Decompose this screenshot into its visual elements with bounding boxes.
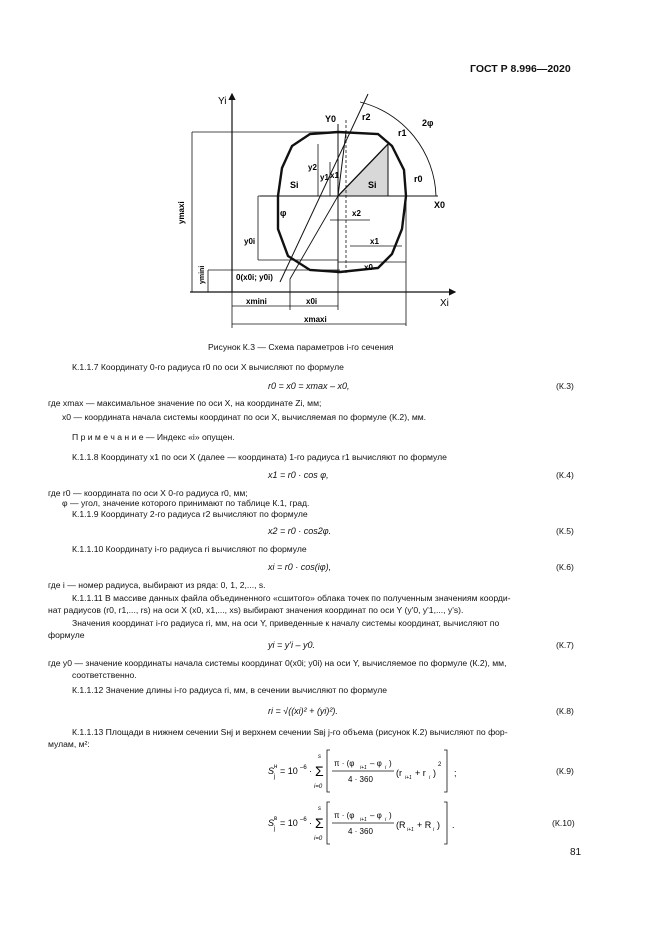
svg-text:π · (φ: π · (φ: [334, 759, 355, 768]
svg-text:i: i: [385, 817, 387, 823]
svg-text:i=0: i=0: [314, 836, 323, 842]
xaxis-label: Xi: [440, 298, 449, 309]
svg-text:i+1: i+1: [405, 775, 412, 781]
def-x0: x0 — координата начала системы координат по оси X, вычисляемая по формуле (К.2), мм.: [62, 412, 427, 422]
svg-text:i+1: i+1: [407, 827, 414, 833]
svg-text:·: ·: [309, 766, 312, 776]
two-phi-label: 2φ: [422, 118, 434, 128]
eq-k6: xi = r0 · cos(iφ),: [268, 562, 332, 572]
svg-text:– φ: – φ: [370, 759, 382, 768]
svg-text:4 · 360: 4 · 360: [348, 827, 373, 836]
svg-text:4 · 360: 4 · 360: [348, 775, 373, 784]
r0-label: r0: [414, 174, 423, 184]
para-k1111-line2: нат радиусов (r0, r1,..., rs) на оси X (x0, x1,..., xs) выбирают значения координат по оси Y (y'0, y'1,..., y's).: [48, 605, 464, 615]
xmax-label: xmaxi: [304, 315, 327, 324]
svg-text:;: ;: [454, 768, 457, 778]
svg-text:): ): [389, 759, 392, 768]
para-k119: К.1.1.9 Координату 2-го радиуса r2 вычисляют по формуле: [72, 509, 308, 519]
svg-text:i: i: [429, 775, 431, 781]
def-phi: φ — угол, значение которого принимают по таблице К.1, град.: [62, 498, 310, 508]
svg-text:): ): [437, 820, 440, 830]
para-k1110: К.1.1.10 Координату i-го радиуса ri вычисляют по формуле: [72, 544, 307, 554]
def-i: где i — номер радиуса, выбирают из ряда: 0, 1, 2,..., s.: [48, 580, 266, 590]
x1-inner-label: x1: [330, 171, 339, 180]
def-y0-line2: соответственно.: [72, 670, 137, 680]
r2-label: r2: [362, 112, 371, 122]
origin-label: 0(x0i; y0i): [236, 273, 273, 282]
svg-text:= 10: = 10: [280, 818, 298, 828]
svg-text:в: в: [274, 816, 278, 822]
x0-label: x0: [364, 263, 373, 272]
svg-text:+ r: + r: [415, 768, 426, 778]
document-id: ГОСТ Р 8.996—2020: [470, 63, 571, 75]
para-values-line2: формуле: [48, 630, 85, 640]
eq-k5-number: (К.5): [556, 526, 574, 536]
eq-k3-number: (К.3): [556, 381, 574, 391]
si-left-label: Si: [290, 180, 299, 190]
para-k118: К.1.1.8 Координату x1 по оси X (далее — координата) 1-го радиуса r1 вычисляют по формуле: [72, 452, 447, 462]
svg-text:н: н: [274, 764, 278, 770]
y0-axis-label: Y0: [325, 114, 337, 124]
svg-text:): ): [389, 811, 392, 820]
svg-text:·: ·: [309, 818, 312, 828]
svg-text:–6: –6: [300, 817, 307, 823]
svg-text:i: i: [385, 765, 387, 771]
y1-label: y1: [320, 173, 329, 182]
section-diagram: [170, 84, 460, 354]
note: П р и м е ч а н и е — Индекс «i» опущен.: [72, 432, 235, 442]
svg-text:i+1: i+1: [360, 817, 367, 823]
xi0-label: x0i: [306, 297, 318, 306]
eq-k3: r0 = x0 = xmax – x0,: [268, 381, 350, 391]
eq-k7-number: (К.7): [556, 640, 574, 650]
figure-caption: Рисунок К.3 — Схема параметров i-го сечения: [208, 342, 394, 352]
para-values-line1: Значения координат i-го радиуса ri, мм, на оси Y, приведенные к началу системы координат, вычисляют по: [72, 618, 500, 628]
yaxis-label: Yi: [218, 96, 227, 107]
svg-text:i=0: i=0: [314, 784, 323, 790]
eq-k9-number: (К.9): [556, 766, 574, 776]
svg-text:S: S: [268, 766, 275, 776]
svg-text:S: S: [268, 818, 275, 828]
svg-text:j: j: [274, 774, 276, 780]
eq-k5: x2 = r0 · cos2φ.: [268, 526, 332, 536]
para-k1111-line1: К.1.1.11 В массиве данных файла объединенного «сшитого» облака точек по полученным значениям коорди-: [72, 593, 511, 603]
xmin-label: xmini: [246, 297, 267, 306]
ymin-label: ymini: [199, 265, 206, 284]
svg-text:= 10: = 10: [280, 766, 298, 776]
svg-text:i: i: [433, 827, 435, 833]
svg-text:Σ: Σ: [315, 815, 324, 831]
eq-k10-number: (К.10): [552, 818, 575, 828]
x1-label: x1: [370, 237, 379, 246]
svg-text:Σ: Σ: [315, 763, 324, 779]
svg-text:2: 2: [438, 762, 442, 768]
svg-text:(R: (R: [396, 820, 406, 830]
eq-k8: ri = √((xi)² + (yi)²).: [268, 706, 338, 716]
x2-label: x2: [352, 209, 361, 218]
eq-k10: [268, 798, 518, 848]
svg-text:.: .: [452, 820, 455, 830]
para-k1113-line2: мулам, м²:: [48, 739, 90, 749]
svg-text:(r: (r: [396, 768, 402, 778]
x0-axis-label: X0: [434, 200, 446, 210]
ymax-label: ymaxi: [177, 201, 186, 224]
yi0-label: y0i: [244, 237, 256, 246]
phi-label: φ: [280, 208, 287, 218]
svg-text:–6: –6: [300, 765, 307, 771]
eq-k8-number: (К.8): [556, 706, 574, 716]
svg-text:s: s: [318, 754, 321, 760]
eq-k9: [268, 746, 518, 796]
def-xmax: где xmax — максимальное значение по оси X, на координате Zi, мм;: [48, 398, 322, 408]
y2-label: y2: [308, 163, 317, 172]
page-number: 81: [570, 847, 582, 858]
eq-k7: yi = y'i – y0.: [268, 640, 315, 650]
svg-text:j: j: [274, 826, 276, 832]
si-right-label: Si: [368, 180, 377, 190]
eq-k4: x1 = r0 · cos φ,: [268, 470, 329, 480]
svg-text:s: s: [318, 806, 321, 812]
para-k1113-line1: К.1.1.13 Площади в нижнем сечении Sнj и верхнем сечении Sвj j-го объема (рисунок К.2) вычисляют по фор-: [72, 727, 508, 737]
def-r0: где r0 — координата по оси X 0-го радиуса r0, мм;: [48, 488, 248, 498]
eq-k4-number: (К.4): [556, 470, 574, 480]
svg-text:+ R: + R: [417, 820, 432, 830]
para-k1112: К.1.1.12 Значение длины i-го радиуса ri, мм, в сечении вычисляют по формуле: [72, 685, 388, 695]
svg-text:): ): [433, 768, 436, 778]
def-y0-line1: где y0 — значение координаты начала системы координат 0(x0i; y0i) на оси Y, вычисляемое по формуле (К.2), мм,: [48, 658, 507, 668]
svg-text:π · (φ: π · (φ: [334, 811, 355, 820]
svg-text:i+1: i+1: [360, 765, 367, 771]
para-k117: К.1.1.7 Координату 0-го радиуса r0 по оси X вычисляют по формуле: [72, 362, 344, 372]
svg-text:– φ: – φ: [370, 811, 382, 820]
eq-k6-number: (К.6): [556, 562, 574, 572]
r1-label: r1: [398, 128, 407, 138]
